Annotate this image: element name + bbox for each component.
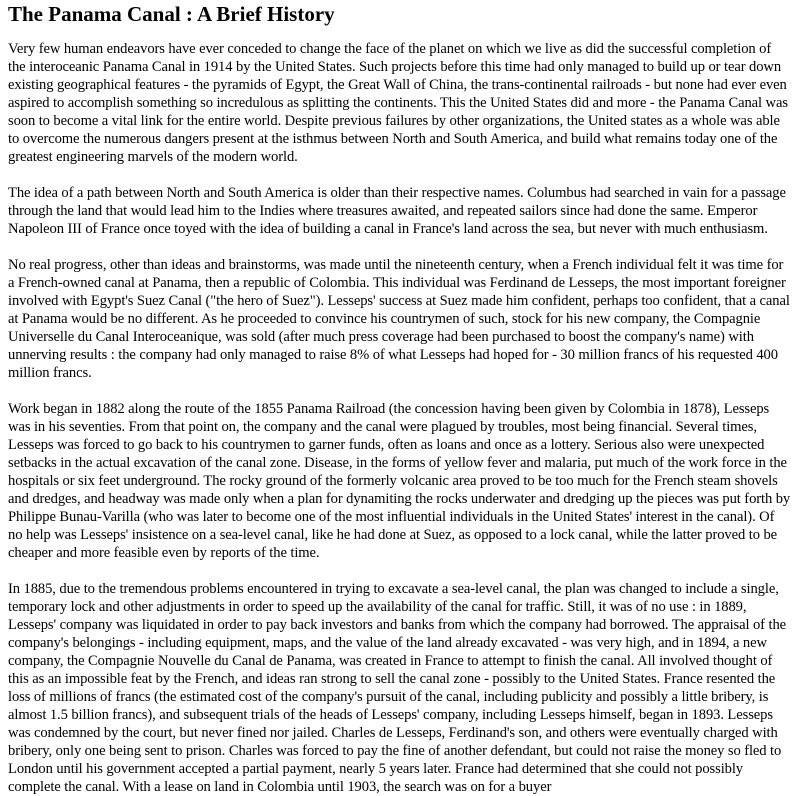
paragraph-1885: In 1885, due to the tremendous problems encountered in trying to excavate a sea-level canal, the plan was changed to include a single, temporary lock and other adjustments in order to speed up the availability of the canal for traffic. Still, it was of no use : in 1889, Lesseps' company was liquidated in order to pay back investors and banks from which the company had borrowed. The appraisal of the company's belongings - including equipment, maps, and the value of the land already excavated - was very high, and in 1894, a new company, the Compagnie Nouvelle du Canal de Panama, was created in France to attempt to finish the canal. All involved thought of this as an impossible feat by the French, and ideas ran strong to sell the canal zone - possibly to the United States. France resented the loss of millions of francs (the estimated cost of the company's pursuit of the canal, including publicity and possibly a little bribery, is almost 1.5 billion francs), and subsequent trials of the heads of Lesseps' company, including Lesseps himself, began in 1893. Lesseps was condemned by the court, but never fined nor jailed. Charles de Lesseps, Ferdinand's son, and others were eventually charged with bribery, only one being sent to prison. Charles was forced to pay the fine of another defendant, but could not raise the money so fled to London until his government accepted a partial payment, nearly 5 years later. France had determined that she could not possibly complete the canal. With a lease on land in Colombia until 1903, the search was on for a buyer xyxy=(8,581,787,795)
paragraph-early-ideas: The idea of a path between North and South America is older than their respective names. Columbus had searched in vain for a passage through the land that would lead him to the Indies where treasures awaited, and repeated sailors since had done the same. Emperor Napoleon III of France once toyed with the idea of building a canal in France's land across the sea, but never with much enthusiasm. xyxy=(8,185,786,237)
paragraph-work-began: Work began in 1882 along the route of the 1855 Panama Railroad (the concession having been given by Colombia in 1878), Lesseps was in his seventies. From that point on, the company and the canal were plagued by troubles, most being financial. Several times, Lesseps was forced to go back to his countrymen to garner funds, often as loans and once as a lottery. Serious also were unexpected setbacks in the actual excavation of the canal zone. Disease, in the forms of yellow fever and malaria, put much of the work force in the hospitals or six feet underground. The rocky ground of the formerly volcanic area proved to be too much for the French steam shovels and dredges, and headway was made only when a plan for dynamiting the rocks underwater and dredging up the pieces was put forth by Philippe Bunau-Varilla (who was later to become one of the most influential individuals in the United States' interest in the canal). Of no help was Lesseps' insistence on a sea-level canal, like he had done at Suez, as opposed to a lock canal, while the latter proved to be cheaper and more feasible even by reports of the time. xyxy=(8,401,791,561)
page-title: The Panama Canal : A Brief History xyxy=(8,2,335,26)
paragraph-intro: Very few human endeavors have ever conceded to change the face of the planet on which we live as did the successful completion of the interoceanic Panama Canal in 1914 by the United States. Such projects before this time had only managed to build up or tear down existing geographical features - the pyramids of Egypt, the Great Wall of China, the trans-continental railroads - but none had ever even aspired to accomplish something so incredulous as splitting the continents. This the United States did and more - the Panama Canal was soon to become a vital link for the entire world. Despite previous failures by other organizations, the United states as a whole was able to overcome the numerous dangers present at the isthmus between North and South America, and build what remains today one of the greatest engineering marvels of the modern world. xyxy=(8,41,788,165)
paragraph-lesseps: No real progress, other than ideas and brainstorms, was made until the nineteenth century, when a French individual felt it was time for a French-owned canal at Panama, then a republic of Colombia. This individual was Ferdinand de Lesseps, the most important foreigner involved with Egypt's Suez Canal ("the hero of Suez"). Lesseps' success at Suez made him confident, perhaps too confident, that a canal at Panama would be no different. As he proceeded to convince his countrymen of such, stock for his new company, the Compagnie Universelle du Canal Interoceanique, was sold (after much press coverage had been purchased to boost the company's name) with unnerving results : the company had only managed to raise 8% of what Lesseps had hoped for - 30 million francs of his requested 400 million francs. xyxy=(8,257,790,381)
document-page xyxy=(0,2,800,796)
